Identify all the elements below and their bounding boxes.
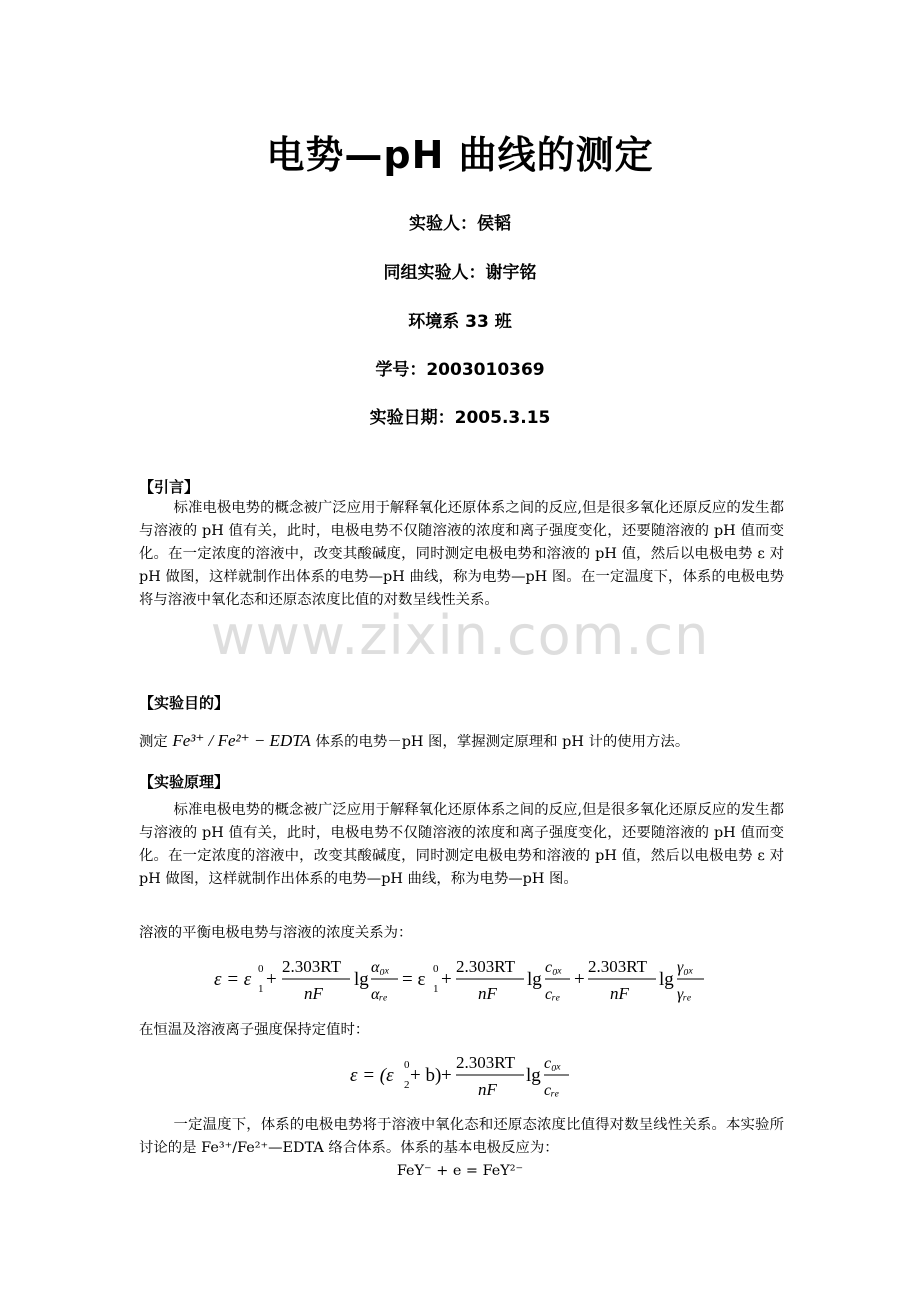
eq1-alpha-ox: α₀ₓ xyxy=(371,959,390,976)
eq1-num2: 2.303RT xyxy=(456,957,515,976)
eq2-c-ox: c₀ₓ xyxy=(544,1055,562,1072)
eq2-c-re: cᵣₑ xyxy=(544,1082,560,1099)
eq1-sub1: 1 xyxy=(258,983,264,995)
eq1-den3: nF xyxy=(610,984,629,1003)
eq1-c-ox: c₀ₓ xyxy=(545,959,563,976)
purpose-formula: Fe³⁺ / Fe²⁺ − EDTA xyxy=(172,731,311,750)
eq1-plus1: + xyxy=(266,969,277,990)
eq1-sup0b: 0 xyxy=(433,963,439,975)
page-title: 电势—pH 曲线的测定 xyxy=(266,133,654,177)
principle-paragraph: 标准电极电势的概念被广泛应用于解释氧化还原体系之间的反应,但是很多氧化还原反应的发生都与溶液的 pH 值有关，此时，电极电势不仅随溶液的浓度和离子强度变化，还要随溶液的 pH 值而变化。在一定浓度的溶液中，改变其酸碱度，同时测定电极电势和溶液的 pH 值，然后以电极电势 ε 对 pH 做图，这样就制作出体系的电势—pH 曲线，称为电势—pH 图。 xyxy=(139,802,784,887)
purpose-prefix: 测定 xyxy=(139,734,173,750)
intro-heading: 【引言】 xyxy=(139,478,200,496)
class-info: 环境系 33 班 xyxy=(408,312,512,332)
eq1-sup0: 0 xyxy=(258,963,264,975)
eq1-den1: nF xyxy=(304,984,323,1003)
eq2-lg: lg xyxy=(526,1065,541,1086)
experimenter: 实验人：侯韬 xyxy=(409,214,511,234)
eq1-lhs: ε = ε xyxy=(214,969,252,990)
eq1-gamma-ox: γ₀ₓ xyxy=(677,959,694,976)
eq2-rest: + b) xyxy=(410,1065,442,1086)
eq1-plus3: + xyxy=(574,969,585,990)
eq1-num3: 2.303RT xyxy=(588,957,647,976)
eq2-sub2: 2 xyxy=(404,1079,410,1091)
eq2-plus: + xyxy=(441,1065,452,1086)
equation-nernst-simplified xyxy=(0,1048,920,1106)
purpose-heading: 【实验目的】 xyxy=(139,694,230,712)
equation-nernst-full xyxy=(0,952,920,1010)
partner: 同组实验人：谢宇铭 xyxy=(383,263,537,283)
principle-heading: 【实验原理】 xyxy=(139,773,230,791)
eq1-gamma-re: γᵣₑ xyxy=(677,986,692,1003)
principle-system-paragraph: 一定温度下，体系的电极电势将于溶液中氧化态和还原态浓度比值得对数呈线性关系。本实验所讨论的是 Fe³⁺/Fe²⁺—EDTA 络合体系。体系的基本电极反应为： xyxy=(139,1117,784,1156)
eq1-lg2: lg xyxy=(527,969,542,990)
eq1-den2: nF xyxy=(478,984,497,1003)
eq1-equals: = ε xyxy=(402,969,426,990)
eq2-lhs: ε = (ε xyxy=(350,1065,394,1086)
principle-constant-line: 在恒温及溶液离子强度保持定值时： xyxy=(139,1022,370,1038)
eq1-lg3: lg xyxy=(659,969,674,990)
eq1-sub1b: 1 xyxy=(433,983,439,995)
eq1-lg1: lg xyxy=(354,969,369,990)
eq2-sup0: 0 xyxy=(404,1059,410,1071)
purpose-line xyxy=(139,730,689,751)
watermark: www.zixin.com.cn xyxy=(210,604,710,667)
purpose-suffix: 体系的电势－pH 图，掌握测定原理和 pH 计的使用方法。 xyxy=(310,734,690,750)
eq1-plus2: + xyxy=(441,969,452,990)
electrode-reaction: FeY⁻ + e = FeY²⁻ xyxy=(396,1163,524,1179)
intro-paragraph: 标准电极电势的概念被广泛应用于解释氧化还原体系之间的反应,但是很多氧化还原反应的发生都与溶液的 pH 值有关，此时，电极电势不仅随溶液的浓度和离子强度变化，还要随溶液的 pH 值而变化。在一定浓度的溶液中，改变其酸碱度，同时测定电极电势和溶液的 pH 值，然后以电极电势 ε 对 pH 做图，这样就制作出体系的电势—pH 曲线，称为电势—pH 图。在一定温度下，体系的电极电势将与溶液中氧化态和还原态浓度比值的对数呈线性关系。 xyxy=(139,500,784,608)
eq1-num1: 2.303RT xyxy=(282,957,341,976)
eq2-den: nF xyxy=(478,1080,497,1099)
eq1-c-re: cᵣₑ xyxy=(545,986,561,1003)
principle-relation-line: 溶液的平衡电极电势与溶液的浓度关系为： xyxy=(139,925,413,941)
experiment-date: 实验日期：2005.3.15 xyxy=(369,408,551,428)
eq2-num: 2.303RT xyxy=(456,1053,515,1072)
eq1-alpha-re: αᵣₑ xyxy=(371,986,388,1003)
student-id: 学号：2003010369 xyxy=(375,360,545,380)
